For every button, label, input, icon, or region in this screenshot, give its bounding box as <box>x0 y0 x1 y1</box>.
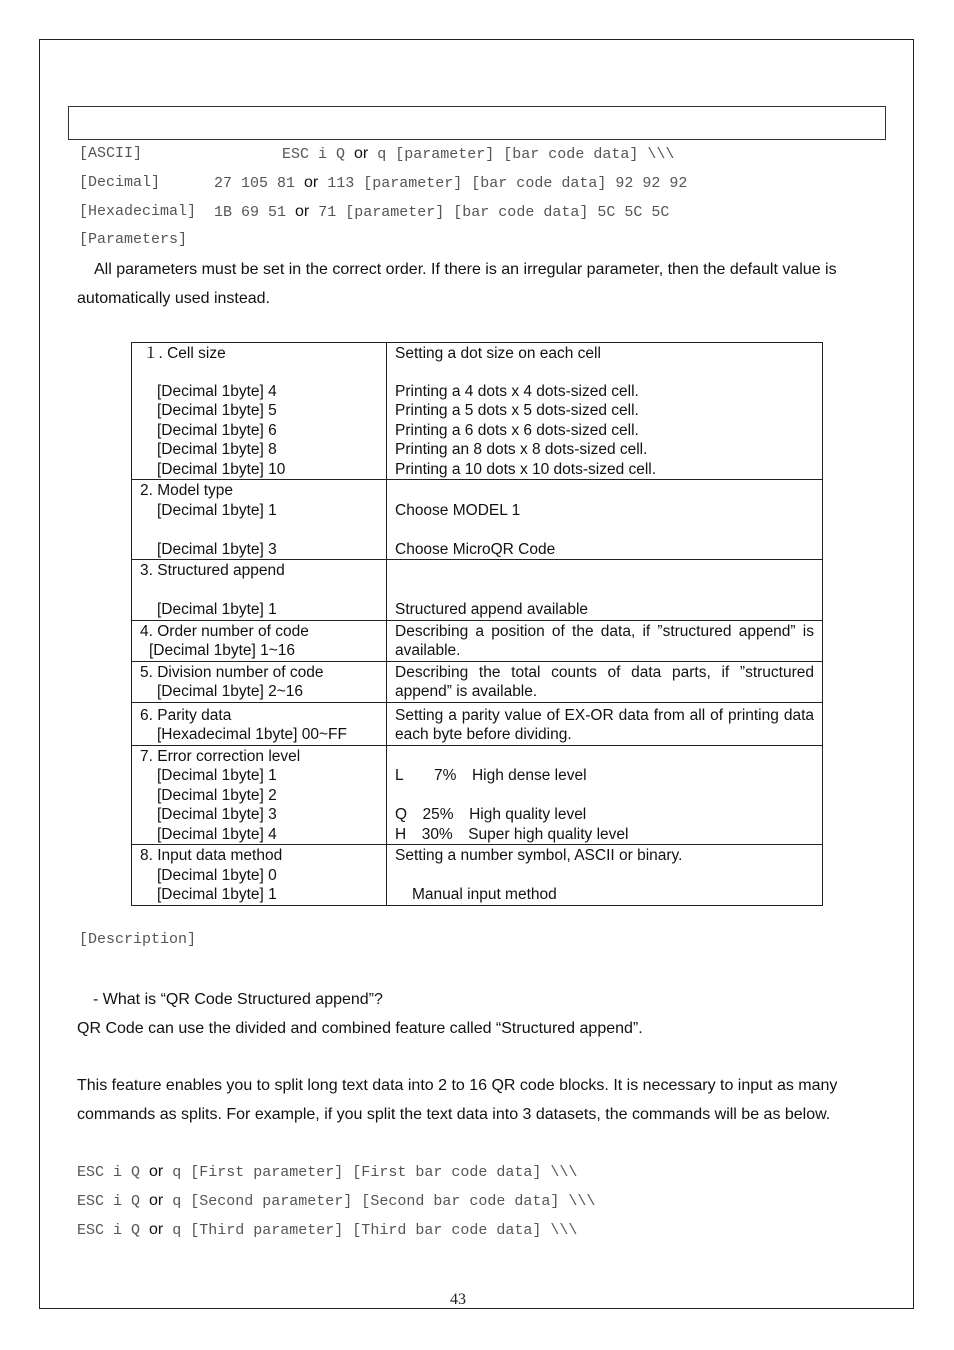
input-method-name: 8. Input data method <box>140 847 283 864</box>
parameter-table <box>131 342 823 906</box>
input-method-option: [Decimal 1byte] 1 <box>157 886 277 903</box>
division-number-option: [Decimal 1byte] 2~16 <box>157 683 304 700</box>
example-a: ESC i Q <box>77 1222 141 1239</box>
error-correction-option: [Decimal 1byte] 1 <box>157 767 277 784</box>
order-number-param <box>132 620 387 661</box>
division-number-desc: Describing the total counts of data parts, if ”structured append” is available. <box>387 661 823 702</box>
cell-size-result: Printing a 4 dots x 4 dots-sized cell. <box>395 382 639 400</box>
input-method-description: Setting a number symbol, ASCII or binary. <box>395 847 683 864</box>
error-correction-desc <box>387 745 823 845</box>
input-method-option: [Decimal 1byte] 0 <box>157 866 277 884</box>
example-or: or <box>149 1192 164 1209</box>
answer-text: QR Code can use the divided and combined feature called “Structured append”. <box>77 1020 643 1037</box>
syntax-ascii-a: ESC i Q <box>282 146 346 163</box>
page-number: 43 <box>450 1291 466 1308</box>
example-or: or <box>149 1163 164 1180</box>
error-correction-option: [Decimal 1byte] 2 <box>157 786 277 804</box>
example-command <box>77 1192 595 1210</box>
cell-size-option: [Decimal 1byte] 8 <box>157 441 277 458</box>
model-type-name: 2. Model type <box>140 482 234 499</box>
table-row <box>132 702 823 745</box>
description-label: [Description] <box>79 931 197 948</box>
error-level-l: L 7% High dense level <box>395 767 587 784</box>
cell-size-desc <box>387 343 823 480</box>
structured-append-name: 3. Structured append <box>140 562 285 579</box>
error-level-h: H 30% Super high quality level <box>395 825 629 843</box>
model-type-result: Choose MicroQR Code <box>395 540 556 558</box>
cell-size-option: [Decimal 1byte] 5 <box>157 402 277 419</box>
input-method-result: Manual input method <box>412 886 557 903</box>
error-correction-option: [Decimal 1byte] 3 <box>157 806 277 823</box>
parity-option: [Hexadecimal 1byte] 00~FF <box>157 726 347 743</box>
syntax-decimal-label: [Decimal] <box>79 174 161 191</box>
model-type-option: [Decimal 1byte] 3 <box>157 540 277 558</box>
table-row <box>132 343 823 480</box>
structured-append-option: [Decimal 1byte] 1 <box>157 601 277 618</box>
syntax-decimal-or: or <box>304 174 319 191</box>
division-number-param <box>132 661 387 702</box>
order-number-desc: Describing a position of the data, if ”structured append” is available. <box>387 620 823 661</box>
order-number-option: [Decimal 1byte] 1~16 <box>149 642 296 659</box>
parity-param <box>132 702 387 745</box>
error-correction-param <box>132 745 387 845</box>
model-type-desc <box>387 480 823 560</box>
syntax-decimal <box>79 174 160 191</box>
model-type-option: [Decimal 1byte] 1 <box>157 501 277 519</box>
example-b: q [First parameter] [First bar code data] \\\ <box>172 1164 578 1181</box>
cell-size-option: [Decimal 1byte] 10 <box>157 460 286 478</box>
syntax-hex-label: [Hexadecimal] <box>79 203 197 220</box>
structured-append-desc <box>387 560 823 621</box>
example-command <box>77 1221 577 1239</box>
model-type-param <box>132 480 387 560</box>
syntax-decimal-code <box>214 174 687 192</box>
error-correction-name: 7. Error correction level <box>140 747 301 765</box>
syntax-ascii-label: [ASCII] <box>79 145 143 162</box>
syntax-ascii-code <box>282 145 674 163</box>
cell-size-description: Setting a dot size on each cell <box>395 345 601 362</box>
table-row <box>132 560 823 621</box>
title-box <box>68 106 886 140</box>
table-row <box>132 620 823 661</box>
cell-size-name: １. Cell size <box>143 345 226 362</box>
order-number-name: 4. Order number of code <box>140 622 309 640</box>
division-number-name: 5. Division number of code <box>140 663 324 681</box>
error-correction-option: [Decimal 1byte] 4 <box>157 825 277 843</box>
syntax-hex-code <box>214 203 669 221</box>
model-type-result: Choose MODEL 1 <box>395 501 521 519</box>
feature-paragraph: This feature enables you to split long text data into 2 to 16 QR code blocks. It is necessary to input as many commands as splits. For example, if you split the text data into 3 datasets, the commands will be as below. <box>77 1077 838 1123</box>
cell-size-result: Printing a 5 dots x 5 dots-sized cell. <box>395 402 639 419</box>
cell-size-param <box>132 343 387 480</box>
question-heading: - What is “QR Code Structured append”? <box>93 991 383 1008</box>
syntax-hex <box>79 203 196 220</box>
example-or: or <box>149 1221 164 1238</box>
structured-append-param <box>132 560 387 621</box>
input-method-desc <box>387 845 823 906</box>
syntax-decimal-a: 27 105 81 <box>214 175 296 192</box>
input-method-param <box>132 845 387 906</box>
cell-size-result: Printing an 8 dots x 8 dots-sized cell. <box>395 441 648 458</box>
syntax-decimal-b: 113 [parameter] [bar code data] 92 92 92 <box>327 175 688 192</box>
parity-name: 6. Parity data <box>140 706 232 724</box>
cell-size-result: Printing a 10 dots x 10 dots-sized cell. <box>395 460 657 478</box>
example-command <box>77 1163 577 1181</box>
table-row <box>132 845 823 906</box>
table-row <box>132 661 823 702</box>
syntax-hex-or: or <box>295 203 310 220</box>
example-b: q [Third parameter] [Third bar code data] \\\ <box>172 1222 578 1239</box>
cell-size-option: [Decimal 1byte] 6 <box>157 421 277 439</box>
cell-size-option: [Decimal 1byte] 4 <box>157 382 277 400</box>
table-row <box>132 745 823 845</box>
syntax-hex-a: 1B 69 51 <box>214 204 287 221</box>
table-row <box>132 480 823 560</box>
cell-size-result: Printing a 6 dots x 6 dots-sized cell. <box>395 421 639 439</box>
parameters-label: [Parameters] <box>79 231 188 248</box>
intro-paragraph: All parameters must be set in the correct order. If there is an irregular parameter, then the default value is automatically used instead. <box>77 261 837 307</box>
syntax-hex-b: 71 [parameter] [bar code data] 5C 5C 5C <box>318 204 670 221</box>
syntax-ascii-b: q [parameter] [bar code data] \\\ <box>377 146 675 163</box>
syntax-ascii-or: or <box>354 145 369 162</box>
example-a: ESC i Q <box>77 1193 141 1210</box>
error-level-q: Q 25% High quality level <box>395 806 587 823</box>
example-a: ESC i Q <box>77 1164 141 1181</box>
example-b: q [Second parameter] [Second bar code data] \\\ <box>172 1193 596 1210</box>
parity-desc: Setting a parity value of EX-OR data from all of printing data each byte before dividing. <box>387 702 823 745</box>
structured-append-result: Structured append available <box>395 601 589 618</box>
